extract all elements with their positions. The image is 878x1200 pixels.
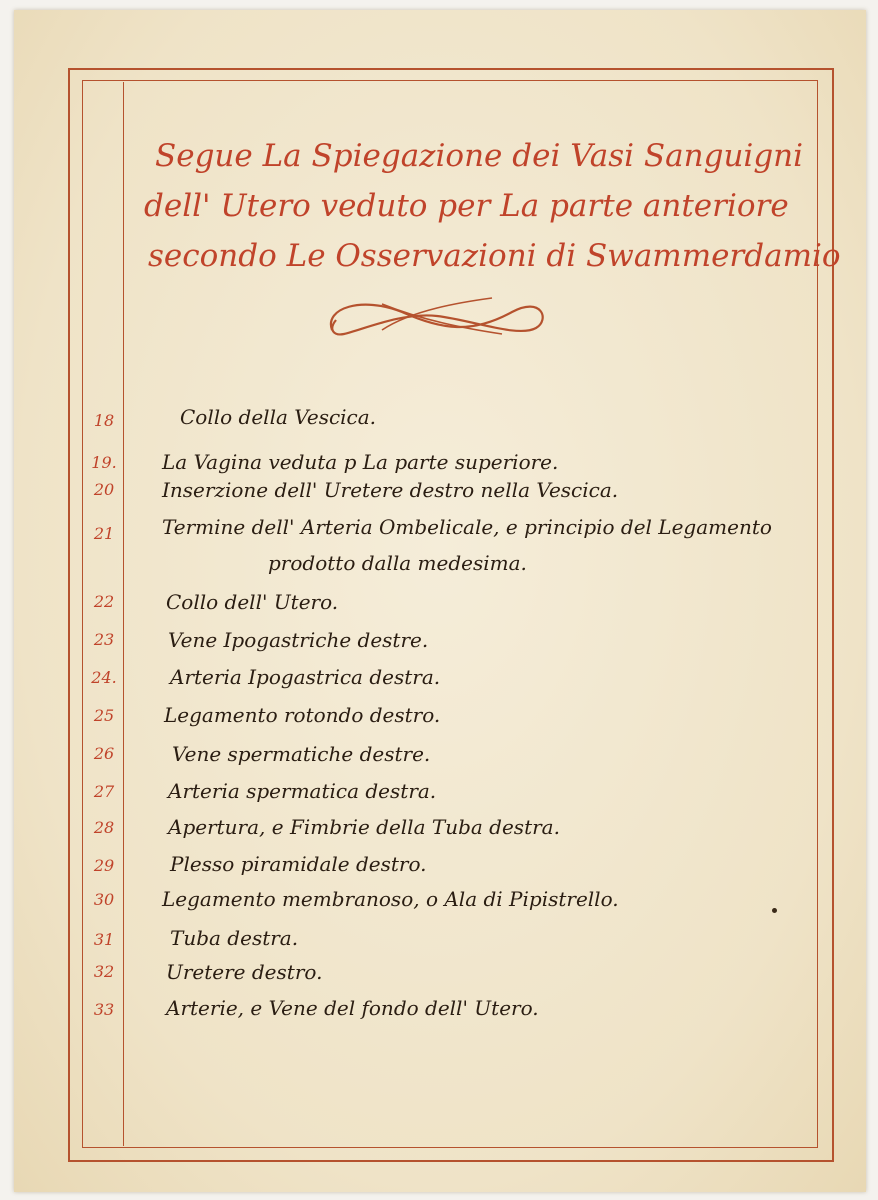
- entry-text: Legamento rotondo destro.: [164, 703, 441, 727]
- title-line-2: dell' Utero veduto per La parte anteriore: [144, 188, 789, 224]
- entry-text: Collo dell' Utero.: [166, 590, 339, 614]
- entry-number: 29: [93, 856, 115, 875]
- entry-text: Legamento membranoso, o Ala di Pipistrello.: [162, 887, 619, 911]
- entry-number: 30: [93, 890, 115, 909]
- margin-rule: [123, 82, 124, 1146]
- entry-text: Collo della Vescica.: [180, 405, 377, 429]
- entry-number: 32: [93, 962, 115, 981]
- ink-spot: [772, 908, 777, 913]
- entry-number: 22: [93, 592, 115, 611]
- entry-text: Arterie, e Vene del fondo dell' Utero.: [166, 996, 539, 1020]
- entry-text-continuation: prodotto dalla medesima.: [268, 551, 527, 575]
- entry-text: Plesso piramidale destro.: [170, 852, 427, 876]
- entry-number: 33: [93, 1000, 115, 1019]
- entry-text: Arteria Ipogastrica destra.: [170, 665, 441, 689]
- entry-number: 25: [93, 706, 115, 725]
- entry-number: 26: [93, 744, 115, 763]
- entry-text: Apertura, e Fimbrie della Tuba destra.: [168, 815, 560, 839]
- entry-text: Inserzione dell' Uretere destro nella Vescica.: [162, 478, 619, 502]
- entry-number: 28: [93, 818, 115, 837]
- entry-text: Termine dell' Arteria Ombelicale, e principio del Legamento: [162, 515, 772, 539]
- entry-number: 20: [93, 480, 115, 499]
- title-line-1: Segue La Spiegazione dei Vasi Sanguigni: [155, 138, 804, 174]
- entry-number: 24.: [91, 668, 117, 687]
- entry-text: Vene Ipogastriche destre.: [168, 628, 429, 652]
- entry-number: 31: [93, 930, 115, 949]
- entry-number: 21: [93, 524, 115, 543]
- entry-number: 19.: [91, 453, 117, 472]
- entry-number: 27: [93, 782, 115, 801]
- entry-number: 23: [93, 630, 115, 649]
- calligraphic-flourish: [322, 290, 552, 344]
- title-line-3: secondo Le Osservazioni di Swammerdamio: [148, 238, 841, 274]
- entry-text: Arteria spermatica destra.: [168, 779, 437, 803]
- entry-text: La Vagina veduta p La parte superiore.: [162, 450, 559, 474]
- entry-text: Tuba destra.: [170, 926, 299, 950]
- entry-number: 18: [93, 411, 115, 430]
- entry-text: Uretere destro.: [166, 960, 323, 984]
- entry-text: Vene spermatiche destre.: [172, 742, 431, 766]
